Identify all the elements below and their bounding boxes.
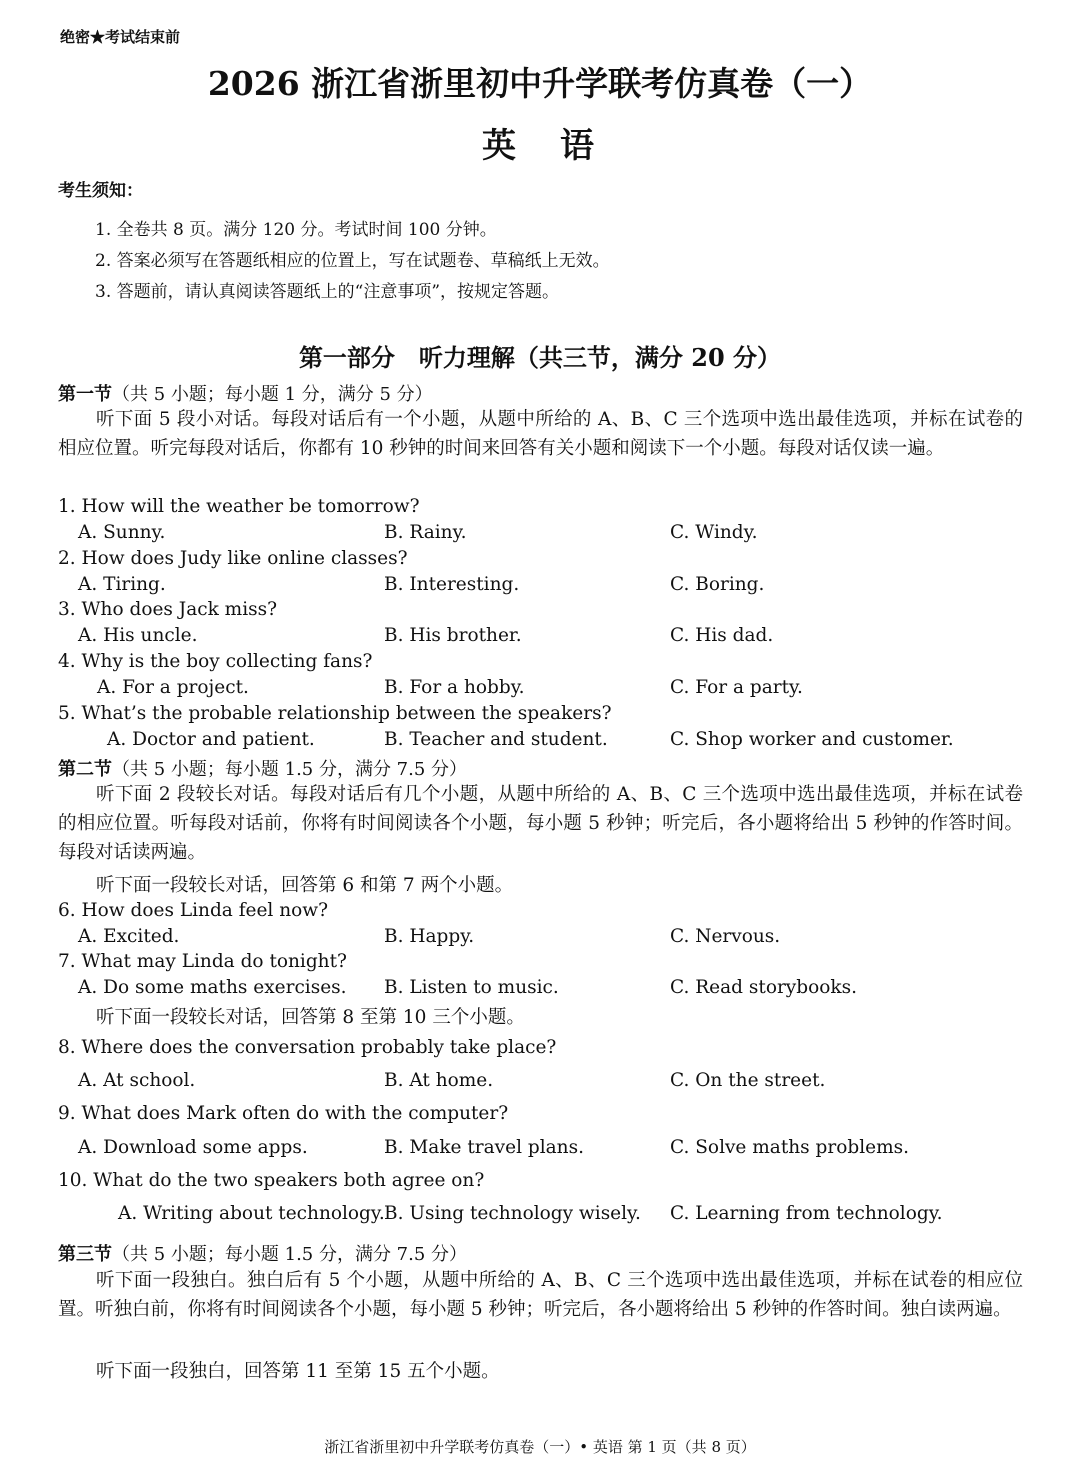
option-a: A. His uncle. [78,625,198,646]
option-a: A. Download some apps. [78,1137,308,1158]
section-heading [58,755,467,781]
option-a: A. Doctor and patient. [107,729,315,750]
question-stem: 7. What may Linda do tonight? [58,951,347,972]
notice-item: 1. 全卷共 8 页。满分 120 分。考试时间 100 分钟。 [95,220,497,240]
option-c: C. Learning from technology. [670,1203,943,1224]
question-stem: 6. How does Linda feel now? [58,900,329,921]
option-b: B. Teacher and student. [384,729,608,750]
section-label: 第一节 [58,384,112,405]
option-b: B. For a hobby. [384,677,525,698]
option-c: C. Boring. [670,574,765,595]
option-b: B. Happy. [384,926,475,947]
question-stem: 10. What do the two speakers both agree on? [58,1170,485,1191]
dialog-instruction: 听下面一段较长对话，回答第 8 至第 10 三个小题。 [96,1007,525,1028]
option-c: C. For a party. [670,677,803,698]
option-c: C. Nervous. [670,926,781,947]
notice-heading: 考生须知： [58,181,143,201]
section-instruction: 听下面 2 段较长对话。每段对话后有几个小题，从题中所给的 A、B、C 三个选项中选出最佳选项，并标在试卷的相应位置。听每段对话前，你将有时间阅读各个小题，每小题 5 秒钟；听完后，各小题将给出 5 秒钟的作答时间。每段对话读两遍。 [58,784,1023,863]
option-a: A. Writing about technology. [118,1203,385,1224]
dialog-instruction: 听下面一段较长对话，回答第 6 和第 7 两个小题。 [96,875,514,896]
notice-item: 2. 答案必须写在答题纸相应的位置上，写在试题卷、草稿纸上无效。 [95,251,610,271]
option-b: B. Using technology wisely. [384,1203,641,1224]
section-info: （共 5 小题；每小题 1.5 分，满分 7.5 分） [112,1244,468,1265]
subject-title: 英语 [482,126,638,166]
section-heading [58,380,433,406]
question-stem: 9. What does Mark often do with the computer? [58,1103,509,1124]
question-stem: 1. How will the weather be tomorrow? [58,496,420,517]
option-c: C. Windy. [670,522,758,543]
notice-item: 3. 答题前，请认真阅读答题纸上的“注意事项”，按规定答题。 [95,282,560,302]
question-stem: 2. How does Judy like online classes? [58,548,408,569]
option-a: A. At school. [78,1070,196,1091]
section-heading [58,1240,467,1266]
option-b: B. His brother. [384,625,522,646]
page-footer: 浙江省浙里初中升学联考仿真卷（一）• 英语 第 1 页（共 8 页） [324,1438,756,1456]
option-b: B. At home. [384,1070,494,1091]
exam-title: 2026 浙江省浙里初中升学联考仿真卷（一） [207,64,873,103]
option-b: B. Rainy. [384,522,467,543]
option-a: A. Excited. [78,926,180,947]
option-c: C. Shop worker and customer. [670,729,954,750]
option-b: B. Make travel plans. [384,1137,584,1158]
option-c: C. His dad. [670,625,774,646]
question-stem: 4. Why is the boy collecting fans? [58,651,373,672]
option-a: A. For a project. [97,677,249,698]
confidential-label: 绝密★考试结束前 [60,28,181,46]
part-title: 第一部分 听力理解（共三节，满分 20 分） [298,343,782,372]
option-c: C. Read storybooks. [670,977,857,998]
section-info: （共 5 小题；每小题 1 分，满分 5 分） [112,384,433,405]
section-info: （共 5 小题；每小题 1.5 分，满分 7.5 分） [112,759,468,780]
option-b: B. Listen to music. [384,977,559,998]
question-stem: 8. Where does the conversation probably take place? [58,1037,557,1058]
option-a: A. Do some maths exercises. [78,977,347,998]
section-label: 第三节 [58,1244,112,1265]
section-label: 第二节 [58,759,112,780]
option-b: B. Interesting. [384,574,520,595]
monologue-instruction: 听下面一段独白，回答第 11 至第 15 五个小题。 [96,1361,500,1382]
section-instruction: 听下面一段独白。独白后有 5 个小题，从题中所给的 A、B、C 三个选项中选出最佳选项，并标在试卷的相应位置。听独白前，你将有时间阅读各个小题，每小题 5 秒钟；听完后，各小题将给出 5 秒钟的作答时间。独白读两遍。 [58,1270,1023,1320]
section-instruction: 听下面 5 段小对话。每段对话后有一个小题，从题中所给的 A、B、C 三个选项中选出最佳选项，并标在试卷的相应位置。听完每段对话后，你都有 10 秒钟的时间来回答有关小题和阅读下一个小题。每段对话仅读一遍。 [58,409,1023,459]
question-stem: 3. Who does Jack miss? [58,599,278,620]
option-c: C. On the street. [670,1070,826,1091]
question-stem: 5. What’s the probable relationship between the speakers? [58,703,612,724]
option-a: A. Sunny. [78,522,166,543]
option-c: C. Solve maths problems. [670,1137,910,1158]
option-a: A. Tiring. [78,574,166,595]
